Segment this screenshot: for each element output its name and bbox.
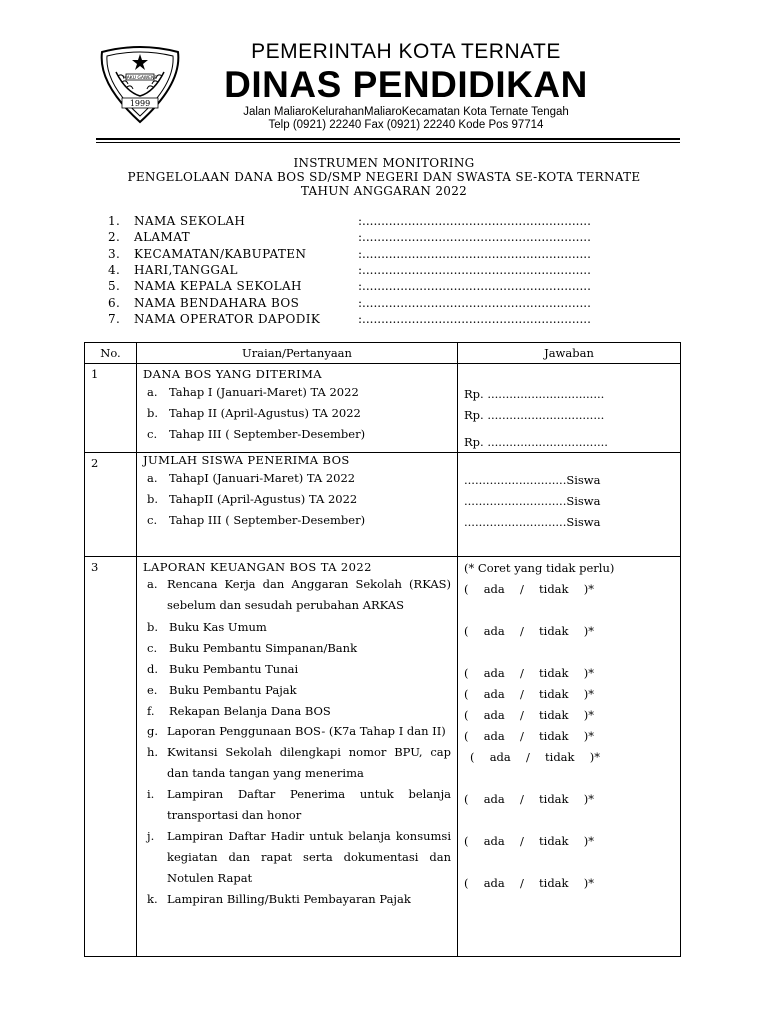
contact-line: Telp (0921) 22240 Fax (0921) 22240 Kode Pos 97714 bbox=[268, 119, 544, 131]
list-item: a. Tahap I (Januari-Maret) TA 2022 bbox=[147, 384, 359, 399]
row-number: 2 bbox=[85, 453, 137, 557]
section-title: JUMLAH SISWA PENERIMA BOS bbox=[143, 453, 350, 467]
list-item: f. Rekapan Belanja Dana BOS bbox=[147, 703, 331, 718]
list-item: a. TahapI (Januari-Maret) TA 2022 bbox=[147, 470, 356, 485]
field-district[interactable]: 3. KECAMATAN/KABUPATEN :............................................................ bbox=[108, 246, 678, 262]
list-item: g. Laporan Penggunaan BOS- (K7a Tahap I dan II) bbox=[147, 724, 446, 738]
ada-tidak-choice[interactable]: ( ada / tidak )* bbox=[464, 623, 594, 638]
student-count-field[interactable]: ............................Siswa bbox=[464, 472, 601, 487]
question-cell bbox=[137, 453, 458, 557]
ada-tidak-choice[interactable]: ( ada / tidak )* bbox=[464, 686, 594, 701]
address-block bbox=[190, 106, 622, 132]
section-title: DANA BOS YANG DITERIMA bbox=[143, 367, 322, 381]
strike-note: (* Coret yang tidak perlu) bbox=[464, 560, 615, 575]
list-item: k. Lampiran Billing/Bukti Pembayaran Pajak bbox=[147, 892, 411, 906]
fill-in-line[interactable]: :............................................................ bbox=[358, 311, 591, 326]
list-item: d. Buku Pembantu Tunai bbox=[147, 661, 299, 676]
amount-field[interactable]: Rp. ................................ bbox=[464, 386, 605, 401]
header-uraian: Uraian/Pertanyaan bbox=[137, 343, 458, 364]
ada-tidak-choice[interactable]: ( ada / tidak )* bbox=[464, 665, 594, 680]
list-item: i. Lampiran Daftar Penerima untuk belanja transportasi dan honor bbox=[147, 787, 451, 822]
department-name: DINAS PENDIDIKAN bbox=[224, 64, 588, 105]
student-count-field[interactable]: ............................Siswa bbox=[464, 514, 601, 529]
answer-cell bbox=[458, 557, 681, 957]
table-row bbox=[85, 557, 681, 957]
answer-cell bbox=[458, 453, 681, 557]
fill-in-line[interactable]: :............................................................ bbox=[358, 279, 591, 294]
document-title bbox=[80, 156, 688, 198]
ada-tidak-choice[interactable]: ( ada / tidak )* bbox=[464, 581, 594, 596]
title-line: TAHUN ANGGARAN 2022 bbox=[300, 184, 468, 198]
table-row bbox=[85, 364, 681, 453]
ada-tidak-choice[interactable]: ( ada / tidak )* bbox=[464, 875, 594, 890]
fill-in-line[interactable]: :............................................................ bbox=[358, 263, 591, 278]
row-number: 1 bbox=[85, 364, 137, 453]
row-number: 3 bbox=[85, 557, 137, 957]
list-item: e. Buku Pembantu Pajak bbox=[147, 682, 297, 697]
answer-cell bbox=[458, 364, 681, 453]
field-school-name[interactable]: 1. NAMA SEKOLAH :............................................................ bbox=[108, 213, 678, 229]
logo-motto: MAKU GAWENE bbox=[122, 76, 158, 81]
ternate-city-emblem bbox=[96, 44, 184, 124]
title-line: PENGELOLAAN DANA BOS SD/SMP NEGERI DAN SWASTA SE-KOTA TERNATE bbox=[127, 170, 641, 184]
ada-tidak-choice[interactable]: ( ada / tidak )* bbox=[470, 749, 600, 764]
list-item: h. Kwitansi Sekolah dilengkapi nomor BPU, cap dan tanda tangan yang menerima bbox=[147, 745, 451, 780]
table-header-row bbox=[85, 343, 681, 364]
title-line: INSTRUMEN MONITORING bbox=[293, 156, 475, 170]
list-item: j. Lampiran Daftar Hadir untuk belanja konsumsi kegiatan dan rapat serta dokumentasi dan Notulen Rapat bbox=[147, 829, 451, 885]
ada-tidak-choice[interactable]: ( ada / tidak )* bbox=[464, 707, 594, 722]
list-item: a. Rencana Kerja dan Anggaran Sekolah (RKAS) sebelum dan sesudah perubahan ARKAS bbox=[147, 577, 451, 612]
monitoring-table bbox=[84, 342, 680, 957]
fill-in-line[interactable]: :............................................................ bbox=[358, 246, 591, 261]
government-name: PEMERINTAH KOTA TERNATE bbox=[251, 40, 561, 63]
list-item: c. Tahap III ( September-Desember) bbox=[147, 512, 366, 527]
ada-tidak-choice[interactable]: ( ada / tidak )* bbox=[464, 728, 594, 743]
field-operator-name[interactable]: 7. NAMA OPERATOR DAPODIK :............................................................ bbox=[108, 311, 678, 327]
identity-fields bbox=[108, 213, 678, 327]
section-title: LAPORAN KEUANGAN BOS TA 2022 bbox=[143, 560, 372, 574]
header-jawaban: Jawaban bbox=[458, 343, 681, 364]
ada-tidak-choice[interactable]: ( ada / tidak )* bbox=[464, 791, 594, 806]
fill-in-line[interactable]: :............................................................ bbox=[358, 230, 591, 245]
question-cell bbox=[137, 557, 458, 957]
header-no: No. bbox=[85, 343, 137, 364]
list-item: b. Tahap II (April-Agustus) TA 2022 bbox=[147, 405, 361, 420]
letterhead-rule bbox=[96, 138, 680, 140]
field-address[interactable]: 2. ALAMAT :............................................................ bbox=[108, 229, 678, 245]
question-cell bbox=[137, 364, 458, 453]
letterhead-rule-thin bbox=[96, 142, 680, 143]
fill-in-line[interactable]: :............................................................ bbox=[358, 214, 591, 229]
field-date[interactable]: 4. HARI,TANGGAL :............................................................ bbox=[108, 262, 678, 278]
fill-in-line[interactable]: :............................................................ bbox=[358, 295, 591, 310]
list-item: b. TahapII (April-Agustus) TA 2022 bbox=[147, 491, 358, 506]
student-count-field[interactable]: ............................Siswa bbox=[464, 493, 601, 508]
field-principal-name[interactable]: 5. NAMA KEPALA SEKOLAH :............................................................ bbox=[108, 278, 678, 294]
list-item: b. Buku Kas Umum bbox=[147, 619, 267, 634]
ada-tidak-choice[interactable]: ( ada / tidak )* bbox=[464, 833, 594, 848]
table-row bbox=[85, 453, 681, 557]
logo-year: 1999 bbox=[129, 99, 151, 108]
list-item: c. Tahap III ( September-Desember) bbox=[147, 426, 366, 441]
list-item: c. Buku Pembantu Simpanan/Bank bbox=[147, 640, 358, 655]
address-line: Jalan MaliaroKelurahanMaliaroKecamatan Kota Ternate Tengah bbox=[243, 106, 569, 118]
field-treasurer-name[interactable]: 6. NAMA BENDAHARA BOS :............................................................ bbox=[108, 294, 678, 310]
amount-field[interactable]: Rp. ................................. bbox=[464, 434, 608, 449]
amount-field[interactable]: Rp. ................................ bbox=[464, 407, 605, 422]
